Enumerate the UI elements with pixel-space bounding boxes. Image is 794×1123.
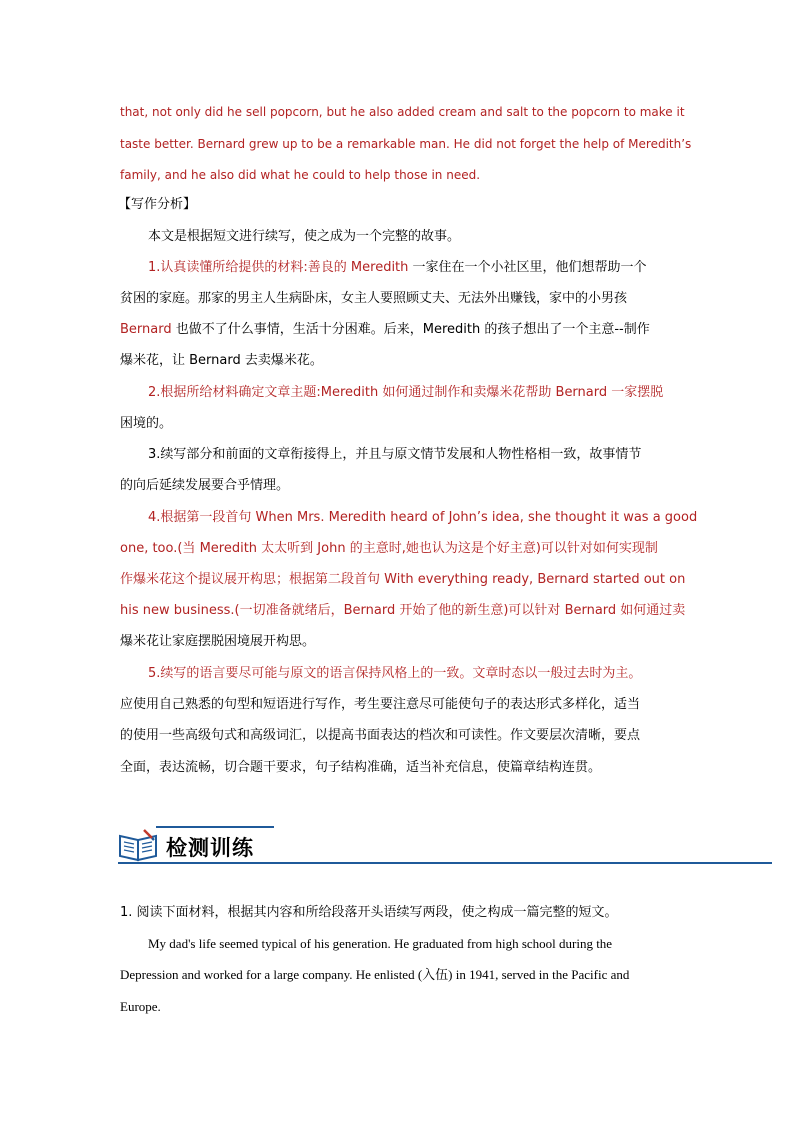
point-4-line-2: one, too.(当 Meredith 太太听到 John 的主意时,她也认为这是个好主意)可以针对如何实现制	[120, 541, 658, 556]
point-1-line-1: 1.认真读懂所给提供的材料:善良的 Meredith 一家住在一个小社区里，他们想帮助一个	[148, 260, 647, 275]
section-rule	[118, 862, 772, 864]
point-5-line-1: 5.续写的语言要尽可能与原文的语言保持风格上的一致。文章时态以一般过去时为主。	[148, 666, 642, 681]
point-2-line-2: 困境的。	[120, 416, 173, 431]
point-1-line-4: 爆米花，让 Bernard 去卖爆米花。	[120, 353, 323, 368]
story-line-3: family, and he also did what he could to help those in need.	[120, 168, 481, 182]
story-line-1: that, not only did he sell popcorn, but he also added cream and salt to the popcorn to make it	[120, 105, 685, 119]
point-4-line-4: his new business.(一切准备就绪后，Bernard 开始了他的新生意)可以针对 Bernard 如何通过卖	[120, 603, 686, 618]
point-1-line-3: Bernard 也做不了什么事情，生活十分困难。后来，Meredith 的孩子想出了一个主意--制作	[120, 322, 650, 337]
point-4-line-1: 4.根据第一段首句 When Mrs. Meredith heard of John’s idea, she thought it was a good	[148, 510, 698, 525]
passage-line-3: Europe.	[120, 999, 161, 1014]
section-top-rule	[156, 826, 274, 828]
point-4-line-5: 爆米花让家庭摆脱困境展开构思。	[120, 634, 316, 649]
passage-line-2: Depression and worked for a large company. He enlisted (入伍) in 1941, served in the Pacific and	[120, 967, 630, 982]
section-header	[118, 822, 772, 866]
point-3-line-2: 的向后延续发展要合乎情理。	[120, 478, 290, 493]
open-book-icon	[118, 828, 158, 866]
point-4-line-3: 作爆米花这个提议展开构思；根据第二段首句 With everything ready, Bernard started out on	[120, 572, 686, 587]
point-1-line-2: 贫困的家庭。那家的男主人生病卧床，女主人要照顾丈夫、无法外出赚钱，家中的小男孩	[120, 291, 628, 306]
exercise-question-1: 1. 阅读下面材料，根据其内容和所给段落开头语续写两段，使之构成一篇完整的短文。	[120, 905, 618, 920]
point-5-line-3: 的使用一些高级句式和高级词汇，以提高书面表达的档次和可读性。作文要层次清晰，要点	[120, 728, 641, 743]
analysis-heading: 【写作分析】	[118, 197, 197, 212]
story-line-2: taste better. Bernard grew up to be a remarkable man. He did not forget the help of Meredith’s	[120, 137, 692, 151]
section-title: 检测训练	[166, 836, 254, 860]
point-3-line-1: 3.续写部分和前面的文章衔接得上，并且与原文情节发展和人物性格相一致，故事情节	[148, 447, 642, 462]
point-2-line-1: 2.根据所给材料确定文章主题:Meredith 如何通过制作和卖爆米花帮助 Bernard 一家摆脱	[148, 385, 664, 400]
analysis-intro: 本文是根据短文进行续写，使之成为一个完整的故事。	[148, 229, 461, 244]
point-5-line-4: 全面，表达流畅，切合题干要求，句子结构准确，适当补充信息，使篇章结构连贯。	[120, 760, 602, 775]
passage-line-1: My dad's life seemed typical of his generation. He graduated from high school during the	[148, 936, 613, 951]
point-5-line-2: 应使用自己熟悉的句型和短语进行写作，考生要注意尽可能使句子的表达形式多样化，适当	[120, 697, 641, 712]
